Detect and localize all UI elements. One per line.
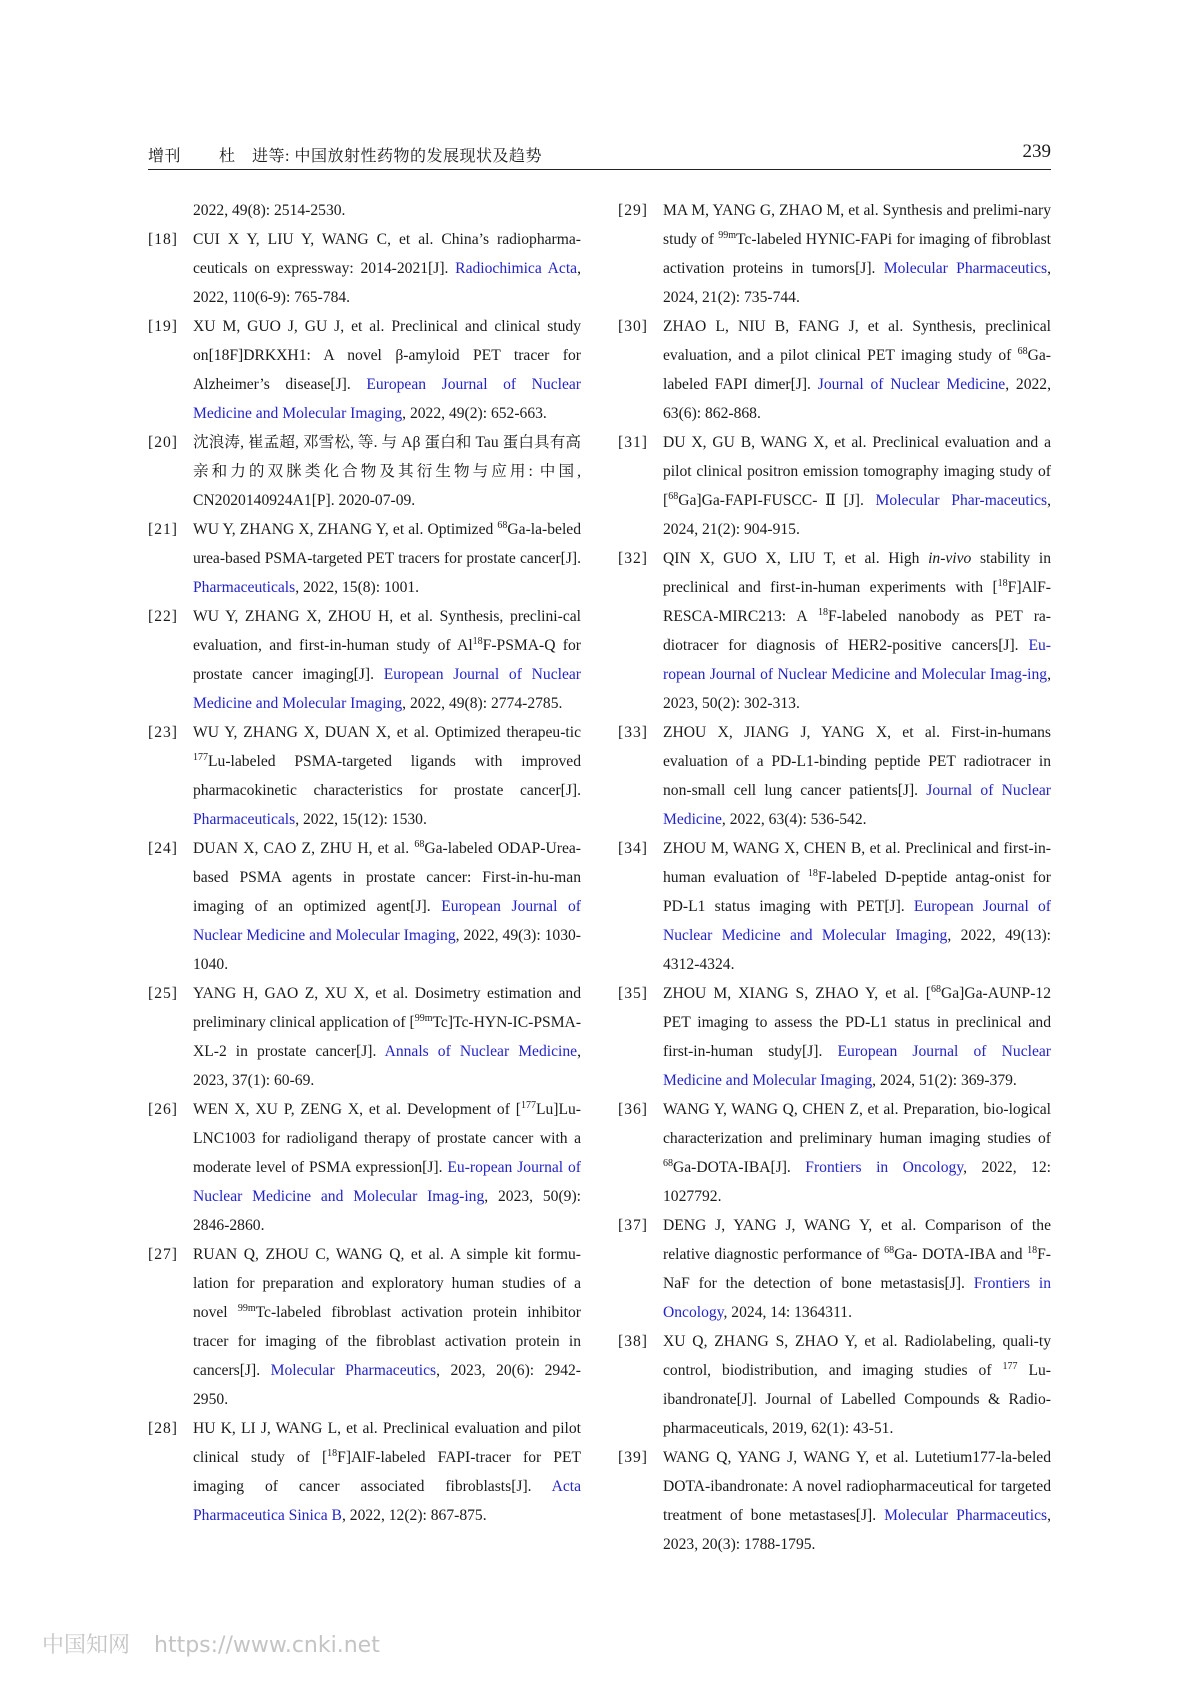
text-segment: 2022, 49(8): 2514-2530. xyxy=(193,202,346,219)
text-segment: stability in preclinical and first-in-human experiments with [ xyxy=(663,550,1051,596)
text-segment: , 2022, 15(8): 1001. xyxy=(295,579,420,596)
reference-item xyxy=(148,196,581,225)
text-segment: , 2022, 110(6-9): 765-784. xyxy=(193,260,582,306)
reference-item xyxy=(618,1443,1051,1559)
header-article-title: 杜 进等: 中国放射性药物的发展现状及趋势 xyxy=(219,148,542,165)
reference-number: [36] xyxy=(618,1101,648,1118)
text-segment: F]AlF-labeled FAPI-tracer for PET imaging of cancer associated fibroblasts[J]. xyxy=(193,1449,582,1495)
cnki-url: https://www.cnki.net xyxy=(154,1633,380,1658)
isotope-superscript: 18 xyxy=(327,1447,338,1459)
text-segment: , 2024, 21(2): 735-744. xyxy=(663,260,1051,306)
journal-link[interactable]: European Journal of Nuclear Medicine and Molecular Imaging xyxy=(193,666,581,712)
text-segment: YANG H, GAO Z, XU X, et al. Dosimetry estimation and preliminary clinical application of [ xyxy=(193,985,581,1031)
text-segment: 沈浪涛, 崔孟超, 邓雪松, 等. 与 Aβ 蛋白和 Tau 蛋白具有高亲和力的双脒类化合物及其衍生物与应用: 中国, CN2020140924A1[P]. 2020-07-09. xyxy=(193,434,581,509)
reference-item xyxy=(618,312,1051,428)
text-segment: Tc]Tc-HYN-IC-PSMA-XL-2 in prostate cancer[J]. xyxy=(193,1014,582,1060)
text-segment: WANG Q, YANG J, WANG Y, et al. Lutetium177-la-beled DOTA-ibandronate: A novel radiopharmaceutical for targeted treatment of bone metastases[J]. xyxy=(663,1449,1051,1524)
text-segment: WU Y, ZHANG X, ZHOU H, et al. Synthesis, preclini-cal evaluation, and first-in-human study of Al xyxy=(193,608,581,654)
text-segment: , 2024, 14: 1364311. xyxy=(723,1304,853,1321)
journal-link[interactable]: Eu-ropean Journal of Nuclear Medicine and Molecular Imag-ing xyxy=(193,1159,581,1205)
reference-text xyxy=(193,1101,581,1234)
journal-link[interactable]: Molecular Pharmaceutics xyxy=(270,1362,437,1379)
reference-item xyxy=(148,834,581,979)
reference-text xyxy=(663,318,1051,422)
reference-text xyxy=(663,550,1051,712)
reference-number: [38] xyxy=(618,1333,648,1350)
isotope-superscript: 177 xyxy=(520,1099,536,1111)
journal-link[interactable]: Eu-ropean Journal of Nuclear Medicine and Molecular Imag-ing xyxy=(663,637,1051,683)
text-segment: Ga- DOTA-IBA and xyxy=(894,1246,1028,1263)
reference-text xyxy=(193,724,581,828)
isotope-superscript: 68 xyxy=(1017,345,1028,357)
journal-link[interactable]: Journal of Nuclear Medicine xyxy=(663,782,1052,828)
text-segment: , 2023, 20(6): 2942-2950. xyxy=(193,1362,581,1408)
journal-link[interactable]: Journal of Nuclear Medicine xyxy=(817,376,1006,393)
reference-text xyxy=(663,985,1051,1089)
reference-text xyxy=(663,1333,1051,1437)
reference-number: [23] xyxy=(148,724,178,741)
text-segment: Ga]Ga-FAPI-FUSCC-Ⅱ[J]. xyxy=(678,492,876,509)
text-segment: Lu]Lu-LNC1003 for radioligand therapy of prostate cancer with a moderate level of PSMA expression[J]. xyxy=(193,1101,581,1176)
reference-item xyxy=(618,428,1051,544)
text-segment: DU X, GU B, WANG X, et al. Preclinical evaluation and a pilot clinical positron emission tomography imaging study of [ xyxy=(663,434,1051,509)
reference-text xyxy=(193,318,581,422)
reference-item xyxy=(148,1414,581,1530)
text-segment: ZHOU M, XIANG S, ZHAO Y, et al. [ xyxy=(663,985,931,1002)
reference-text xyxy=(663,202,1051,306)
isotope-superscript: 177 xyxy=(1002,1360,1018,1372)
reference-number: [30] xyxy=(618,318,648,335)
header-title xyxy=(148,143,542,166)
reference-number: [34] xyxy=(618,840,648,857)
text-segment: WANG Y, WANG Q, CHEN Z, et al. Preparation, bio-logical characterization and preliminary human imaging studies of xyxy=(663,1101,1051,1147)
text-segment: XU M, GUO J, GU J, et al. Preclinical and clinical study on[18F]DRKXH1: A novel β-amyloid PET tracer for Alzheimer’s disease[J]. xyxy=(193,318,581,393)
text-segment: Ga-labeled FAPI dimer[J]. xyxy=(663,347,1051,393)
text-segment: , 2022, 49(13): 4312-4324. xyxy=(663,927,1051,973)
reference-text xyxy=(193,231,581,306)
text-segment: , 2022, 63(4): 536-542. xyxy=(721,811,867,828)
text-segment: QIN X, GUO X, LIU T, et al. High xyxy=(663,550,929,567)
journal-link[interactable]: Pharmaceuticals xyxy=(193,579,296,596)
reference-item xyxy=(618,834,1051,979)
header-issue-label: 增刊 xyxy=(148,148,182,165)
text-segment: ZHAO L, NIU B, FANG J, et al. Synthesis, preclinical evaluation, and a pilot clinical PET imaging study of xyxy=(663,318,1051,364)
isotope-superscript: 18 xyxy=(997,577,1008,589)
reference-number: [21] xyxy=(148,521,178,538)
text-segment: , 2022, 15(12): 1530. xyxy=(295,811,427,828)
isotope-superscript: 68 xyxy=(668,490,679,502)
text-segment: , 2023, 50(9): 2846-2860. xyxy=(193,1188,581,1234)
text-segment: Ga-DOTA-IBA[J]. xyxy=(673,1159,806,1176)
text-segment: WU Y, ZHANG X, DUAN X, et al. Optimized therapeu-tic xyxy=(193,724,581,741)
cnki-logo-text: 中国知网 xyxy=(42,1633,131,1658)
reference-item xyxy=(618,1095,1051,1211)
reference-number: [29] xyxy=(618,202,648,219)
reference-number: [26] xyxy=(148,1101,178,1118)
text-segment: Lu-labeled PSMA-targeted ligands with improved pharmacokinetic characteristics for prostate cancer[J]. xyxy=(193,753,581,799)
isotope-superscript: 99m xyxy=(718,229,736,241)
journal-link[interactable]: Radiochimica Acta xyxy=(455,260,578,277)
reference-item xyxy=(148,312,581,428)
reference-text xyxy=(193,1246,581,1408)
text-segment: F-labeled D-peptide antag-onist for PD-L1 status imaging with PET[J]. xyxy=(663,869,1051,915)
isotope-superscript: 68 xyxy=(884,1244,895,1256)
page-number: 239 xyxy=(1022,141,1051,162)
reference-number: [22] xyxy=(148,608,178,625)
isotope-superscript: 68 xyxy=(414,838,425,850)
text-segment: Lu-ibandronate[J]. Journal of Labelled Compounds & Radio-pharmaceuticals, 2019, 62(1): 43-51. xyxy=(663,1362,1051,1437)
isotope-superscript: 177 xyxy=(193,751,208,763)
journal-link[interactable]: European Journal of Nuclear Medicine and Molecular Imaging xyxy=(663,1043,1051,1089)
text-segment: ZHOU M, WANG X, CHEN B, et al. Preclinical and first-in-human evaluation of xyxy=(663,840,1051,886)
journal-link[interactable]: European Journal of Nuclear Medicine and Molecular Imaging xyxy=(193,376,582,422)
text-segment: MA M, YANG G, ZHAO M, et al. Synthesis and prelimi-nary study of xyxy=(663,202,1051,248)
reference-text xyxy=(193,985,581,1089)
isotope-superscript: 68 xyxy=(663,1157,673,1169)
reference-text xyxy=(193,840,581,973)
reference-text xyxy=(663,1101,1051,1205)
journal-link[interactable]: Frontiers in Oncology xyxy=(805,1159,964,1176)
text-segment: , 2023, 20(3): 1788-1795. xyxy=(663,1507,1051,1553)
reference-item xyxy=(148,1095,581,1240)
reference-number: [33] xyxy=(618,724,648,741)
reference-number: [31] xyxy=(618,434,648,451)
reference-item xyxy=(148,1240,581,1414)
reference-text xyxy=(663,1217,1051,1321)
text-segment: F-PSMA-Q for prostate cancer imaging[J]. xyxy=(193,637,581,683)
journal-link[interactable]: Frontiers in Oncology xyxy=(663,1275,1051,1321)
text-segment: , 2024, 51(2): 369-379. xyxy=(872,1072,1017,1089)
reference-item xyxy=(618,1211,1051,1327)
reference-text xyxy=(663,1449,1051,1553)
reference-number: [27] xyxy=(148,1246,178,1263)
reference-number: [39] xyxy=(618,1449,648,1466)
reference-number: [19] xyxy=(148,318,178,335)
isotope-superscript: 18 xyxy=(1027,1244,1038,1256)
reference-text xyxy=(193,434,581,509)
text-segment: WEN X, XU P, ZENG X, et al. Development of [ xyxy=(193,1101,521,1118)
running-header xyxy=(148,143,1051,170)
journal-link[interactable]: European Journal of Nuclear Medicine and Molecular Imaging xyxy=(193,898,581,944)
text-segment: Tc-labeled HYNIC-FAPi for imaging of fibroblast activation proteins in tumors[J]. xyxy=(663,231,1051,277)
journal-link[interactable]: Pharmaceuticals xyxy=(193,811,296,828)
cnki-watermark xyxy=(42,1628,380,1659)
text-segment: Tc-labeled fibroblast activation protein inhibitor tracer for imaging of the fibroblast activation protein in cancers[J]. xyxy=(193,1304,582,1379)
reference-number: [24] xyxy=(148,840,178,857)
journal-link[interactable]: Acta Pharmaceutica Sinica B xyxy=(193,1478,581,1524)
text-segment: DUAN X, CAO Z, ZHU H, et al. xyxy=(193,840,415,857)
isotope-superscript: 68 xyxy=(931,983,941,995)
text-segment: F-labeled nanobody as PET ra-diotracer for diagnosis of HER2-positive cancers[J]. xyxy=(663,608,1052,654)
reference-item xyxy=(618,1327,1051,1443)
isotope-superscript: 18 xyxy=(807,867,818,879)
isotope-superscript: 68 xyxy=(497,519,508,531)
text-segment: , 2023, 50(2): 302-313. xyxy=(663,666,1051,712)
reference-text xyxy=(663,840,1051,973)
reference-text xyxy=(663,724,1051,828)
text-segment: DENG J, YANG J, WANG Y, et al. Comparison of the relative diagnostic performance of xyxy=(663,1217,1051,1263)
text-segment: , 2023, 37(1): 60-69. xyxy=(193,1043,581,1089)
isotope-superscript: 18 xyxy=(472,635,483,647)
isotope-superscript: 99m xyxy=(237,1302,256,1314)
text-segment: Ga-la-beled urea-based PSMA-targeted PET tracers for prostate cancer[J]. xyxy=(193,521,581,567)
text-segment: ZHOU X, JIANG J, YANG X, et al. First-in-humans evaluation of a PD-L1-binding peptide PET radiotracer in non-small cell lung cancer patients[J]. xyxy=(663,724,1051,799)
reference-number: [32] xyxy=(618,550,648,567)
isotope-superscript: 18 xyxy=(818,606,829,618)
reference-item xyxy=(618,544,1051,718)
text-segment: , 2022, 49(3): 1030-1040. xyxy=(193,927,581,973)
text-segment: , 2024, 21(2): 904-915. xyxy=(663,492,1051,538)
reference-number: [18] xyxy=(148,231,178,248)
reference-text xyxy=(193,202,345,219)
journal-link[interactable]: Molecular Phar-maceutics xyxy=(875,492,1048,509)
journal-link[interactable]: European Journal of Nuclear Medicine and Molecular Imaging xyxy=(663,898,1051,944)
text-segment: , 2022, 49(8): 2774-2785. xyxy=(402,695,563,712)
text-segment: HU K, LI J, WANG L, et al. Preclinical evaluation and pilot clinical study of [ xyxy=(193,1420,581,1466)
text-segment: F]AlF-RESCA-MIRC213: A xyxy=(663,579,1051,625)
italic-text: in-vivo xyxy=(928,550,972,567)
reference-item xyxy=(148,602,581,718)
journal-link[interactable]: Molecular Pharmaceutics xyxy=(884,1507,1048,1524)
isotope-superscript: 99m xyxy=(414,1012,433,1024)
reference-number: [20] xyxy=(148,434,178,451)
reference-text xyxy=(193,1420,581,1524)
text-segment: XU Q, ZHANG S, ZHAO Y, et al. Radiolabeling, quali-ty control, biodistribution, and imaging studies of xyxy=(663,1333,1051,1379)
reference-number: [35] xyxy=(618,985,648,1002)
journal-link[interactable]: Molecular Pharmaceutics xyxy=(883,260,1048,277)
text-segment: WU Y, ZHANG X, ZHANG Y, et al. Optimized xyxy=(193,521,498,538)
reference-item xyxy=(148,428,581,515)
text-segment: , 2022, 12: 1027792. xyxy=(663,1159,1051,1205)
text-segment: Ga]Ga-AUNP-12 PET imaging to assess the PD-L1 status in preclinical and first-in-human study[J]. xyxy=(663,985,1051,1060)
text-segment: , 2022, 12(2): 867-875. xyxy=(341,1507,487,1524)
reference-text xyxy=(663,434,1051,538)
text-segment: , 2022, 63(6): 862-868. xyxy=(663,376,1052,422)
reference-item xyxy=(148,979,581,1095)
reference-item xyxy=(618,979,1051,1095)
reference-number: [25] xyxy=(148,985,178,1002)
reference-item xyxy=(148,515,581,602)
reference-text xyxy=(193,608,581,712)
reference-text xyxy=(193,521,581,596)
reference-item xyxy=(618,196,1051,312)
text-segment: RUAN Q, ZHOU C, WANG Q, et al. A simple kit formu-lation for preparation and exploratory human studies of a novel xyxy=(193,1246,581,1321)
reference-number: [28] xyxy=(148,1420,178,1437)
journal-link[interactable]: Annals of Nuclear Medicine xyxy=(384,1043,578,1060)
text-segment: Ga-labeled ODAP-Urea-based PSMA agents in prostate cancer: First-in-hu-man imaging of an optimized agent[J]. xyxy=(193,840,581,915)
text-segment: , 2022, 49(2): 652-663. xyxy=(402,405,547,422)
text-segment: F-NaF for the detection of bone metastasis[J]. xyxy=(663,1246,1051,1292)
text-segment: CUI X Y, LIU Y, WANG C, et al. China’s radiopharma-ceuticals on expressway: 2014-2021[J]. xyxy=(193,231,581,277)
reference-column-left xyxy=(148,196,581,1530)
reference-number: [37] xyxy=(618,1217,648,1234)
reference-item xyxy=(148,225,581,312)
reference-item xyxy=(148,718,581,834)
reference-item xyxy=(618,718,1051,834)
reference-column-right xyxy=(618,196,1051,1559)
